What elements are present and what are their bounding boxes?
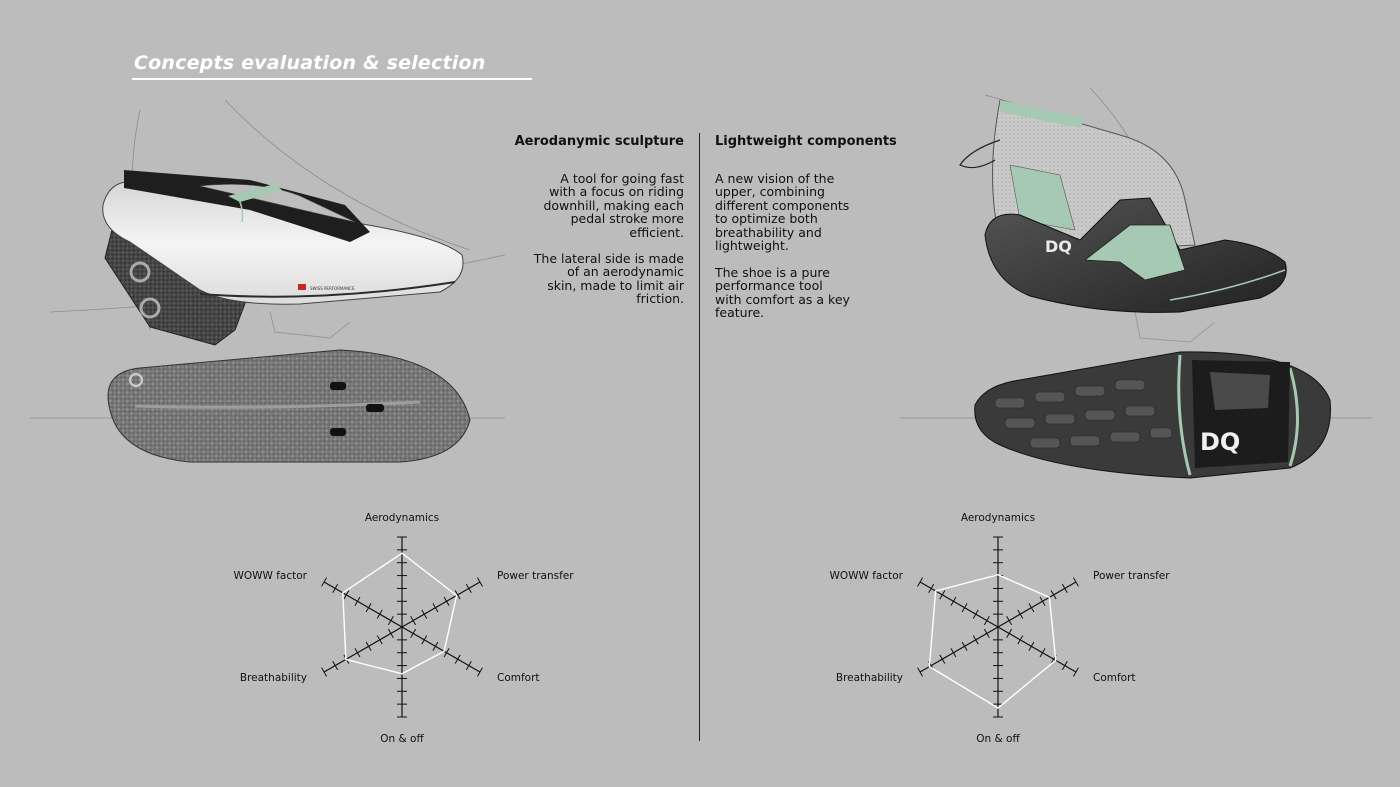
radar-tick	[984, 629, 989, 638]
concept-2-heading: Lightweight components	[715, 134, 897, 149]
radar-tick	[1040, 597, 1045, 606]
concept-1-paragraph-2: The lateral side is made of an aerodynamic skin, made to limit air friction.	[533, 251, 684, 307]
radar-tick	[929, 584, 934, 593]
radar-axis	[402, 627, 480, 672]
radar-tick	[422, 610, 427, 619]
radar-tick	[433, 603, 438, 612]
shoe-1-side-view	[50, 100, 505, 345]
radar-axis-label: On & off	[976, 733, 1020, 745]
radar-tick	[1018, 610, 1023, 619]
swiss-flag-icon	[298, 284, 306, 290]
radar-tick	[940, 591, 945, 600]
radar-axis	[920, 582, 998, 627]
cleat-hole	[330, 382, 346, 390]
radar-axis-label: Aerodynamics	[960, 512, 1036, 524]
radar-axis	[998, 582, 1076, 627]
radar-tick	[377, 636, 382, 645]
concept-1-paragraph-1: A tool for going fast with a focus on riding downhill, making each pedal stroke more efficient.	[543, 171, 684, 240]
shoe-2-logo: DQ	[1045, 237, 1072, 256]
radar-tick	[377, 610, 382, 619]
radar-axis-label: WOWW factor	[829, 570, 903, 582]
radar-tick	[1062, 584, 1067, 593]
radar-axis-label: On & off	[380, 733, 424, 745]
radar-tick	[951, 648, 956, 657]
radar-axis-label: Power transfer	[497, 570, 574, 582]
radar-tick	[388, 629, 393, 638]
radar-value-polygon	[343, 553, 457, 674]
radar-axis-label: Aerodynamics	[364, 512, 440, 524]
radar-tick	[422, 636, 427, 645]
shoe-2-sole-logo: DQ	[1200, 428, 1241, 456]
cleat-hole	[366, 404, 384, 412]
shoe-2-sole-view	[900, 352, 1372, 478]
radar-tick	[962, 603, 967, 612]
shoe-1-badge-text: SWISS PERFORMANCE	[310, 286, 355, 291]
radar-tick	[1073, 668, 1078, 677]
radar-tick	[466, 661, 471, 670]
radar-tick	[918, 668, 923, 677]
radar-axis	[324, 582, 402, 627]
radar-tick	[477, 668, 482, 677]
radar-tick	[477, 578, 482, 587]
radar-tick	[366, 642, 371, 651]
radar-axis	[998, 627, 1076, 672]
radar-axis	[402, 582, 480, 627]
radar-chart-concept-1	[233, 512, 574, 745]
radar-tick	[411, 629, 416, 638]
radar-tick	[1062, 661, 1067, 670]
radar-tick	[355, 597, 360, 606]
radar-tick	[444, 597, 449, 606]
radar-tick	[1040, 648, 1045, 657]
radar-tick	[455, 655, 460, 664]
concept-2-paragraph-2: The shoe is a pure performance tool with comfort as a key feature.	[715, 265, 850, 321]
concept-2-paragraph-1: A new vision of the upper, combining different components to optimize both breathability and lightweight.	[715, 171, 850, 254]
radar-tick	[1051, 591, 1056, 600]
radar-tick	[355, 648, 360, 657]
radar-value-polygon	[929, 575, 1055, 708]
radar-axis-label: WOWW factor	[233, 570, 307, 582]
radar-axis-label: Breathability	[835, 672, 903, 684]
radar-tick	[411, 616, 416, 625]
radar-axis-label: Comfort	[1093, 672, 1136, 684]
shoe-1-sole-view	[30, 350, 505, 462]
radar-tick	[918, 578, 923, 587]
radar-tick	[962, 642, 967, 651]
radar-tick	[1029, 603, 1034, 612]
radar-tick	[333, 584, 338, 593]
radar-tick	[1018, 636, 1023, 645]
radar-tick	[366, 603, 371, 612]
radar-tick	[1007, 616, 1012, 625]
radar-tick	[1073, 578, 1078, 587]
radar-tick	[973, 610, 978, 619]
radar-axis	[324, 627, 402, 672]
concept-1-heading: Aerodanymic sculpture	[514, 134, 684, 149]
radar-axis-label: Power transfer	[1093, 570, 1170, 582]
radar-axis-label: Breathability	[239, 672, 307, 684]
radar-tick	[973, 636, 978, 645]
radar-tick	[940, 655, 945, 664]
radar-tick	[1029, 642, 1034, 651]
radar-tick	[333, 661, 338, 670]
shoe-2-side-view	[960, 88, 1286, 342]
radar-tick	[388, 616, 393, 625]
radar-chart-concept-2	[829, 512, 1170, 745]
radar-tick	[466, 584, 471, 593]
radar-tick	[984, 616, 989, 625]
page-title: Concepts evaluation & selection	[134, 52, 486, 74]
radar-axis-label: Comfort	[497, 672, 540, 684]
radar-tick	[1007, 629, 1012, 638]
radar-tick	[322, 578, 327, 587]
cleat-hole	[330, 428, 346, 436]
radar-tick	[951, 597, 956, 606]
radar-tick	[322, 668, 327, 677]
radar-tick	[433, 642, 438, 651]
